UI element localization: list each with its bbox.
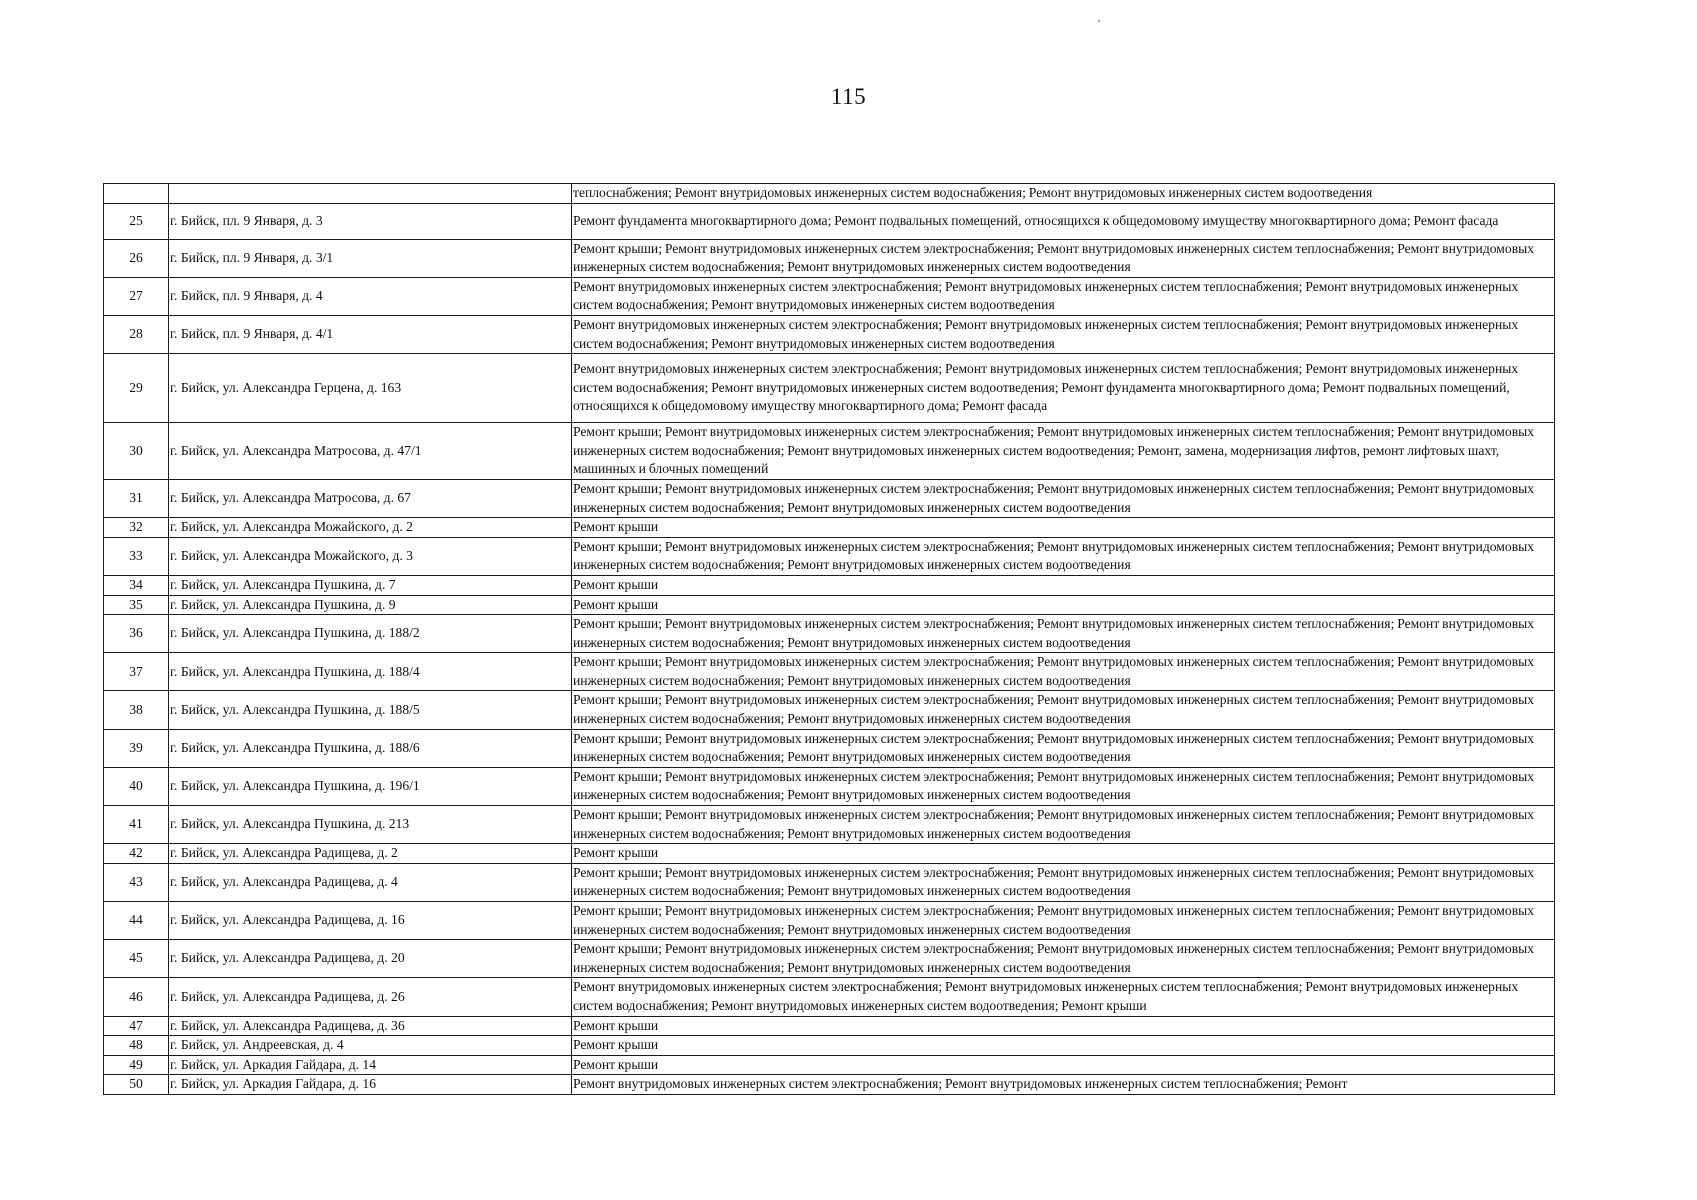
- row-number-cell: 29: [104, 354, 169, 423]
- table-row: [104, 844, 1555, 864]
- repair-works-cell: Ремонт крыши; Ремонт внутридомовых инженерных систем электроснабжения; Ремонт внутридомовых инженерных систем теплоснабжения; Ремонт внутридомовых инженерных систем водоснабжения; Ремонт внутридомовых инженерных систем водоотведения: [572, 653, 1555, 691]
- table-row: [104, 423, 1555, 480]
- address-cell: г. Бийск, ул. Александра Радищева, д. 2: [169, 844, 572, 864]
- row-number-cell: 42: [104, 844, 169, 864]
- table-row: [104, 653, 1555, 691]
- address-cell: г. Бийск, пл. 9 Января, д. 4: [169, 277, 572, 315]
- row-number-cell: 32: [104, 518, 169, 538]
- row-number-cell: 43: [104, 863, 169, 901]
- table-row: [104, 1016, 1555, 1036]
- row-number-cell: 50: [104, 1075, 169, 1095]
- address-cell: г. Бийск, ул. Александра Матросова, д. 67: [169, 479, 572, 517]
- repair-works-cell: Ремонт крыши; Ремонт внутридомовых инженерных систем электроснабжения; Ремонт внутридомовых инженерных систем теплоснабжения; Ремонт внутридомовых инженерных систем водоснабжения; Ремонт внутридомовых инженерных систем водоотведения: [572, 729, 1555, 767]
- row-number-cell: 38: [104, 691, 169, 729]
- row-number-cell: 45: [104, 940, 169, 978]
- repair-works-cell: Ремонт внутридомовых инженерных систем электроснабжения; Ремонт внутридомовых инженерных систем теплоснабжения; Ремонт внутридомовых инженерных систем водоснабжения; Ремонт внутридомовых инженерных систем водоотведения: [572, 277, 1555, 315]
- row-number-cell: 36: [104, 615, 169, 653]
- address-cell: г. Бийск, ул. Александра Радищева, д. 26: [169, 978, 572, 1016]
- repair-works-cell: теплоснабжения; Ремонт внутридомовых инженерных систем водоснабжения; Ремонт внутридомовых инженерных систем водоотведения: [572, 184, 1555, 204]
- repair-works-cell: Ремонт крыши; Ремонт внутридомовых инженерных систем электроснабжения; Ремонт внутридомовых инженерных систем теплоснабжения; Ремонт внутридомовых инженерных систем водоснабжения; Ремонт внутридомовых инженерных систем водоотведения; Ремонт, замена, модернизация лифтов, ремонт лифтовых шахт, машинных и блочных помещений: [572, 423, 1555, 480]
- repair-works-cell: Ремонт крыши: [572, 518, 1555, 538]
- table-row: [104, 277, 1555, 315]
- repair-works-cell: Ремонт крыши: [572, 844, 1555, 864]
- table-row: [104, 1075, 1555, 1095]
- row-number-cell: 46: [104, 978, 169, 1016]
- table-row: [104, 615, 1555, 653]
- address-cell: г. Бийск, пл. 9 Января, д. 3/1: [169, 239, 572, 277]
- table-row: [104, 184, 1555, 204]
- address-cell: г. Бийск, ул. Александра Герцена, д. 163: [169, 354, 572, 423]
- table-row: [104, 354, 1555, 423]
- repair-works-cell: Ремонт крыши: [572, 1055, 1555, 1075]
- row-number-cell: 25: [104, 203, 169, 239]
- table-row: [104, 691, 1555, 729]
- repair-works-cell: Ремонт крыши; Ремонт внутридомовых инженерных систем электроснабжения; Ремонт внутридомовых инженерных систем теплоснабжения; Ремонт внутридомовых инженерных систем водоснабжения; Ремонт внутридомовых инженерных систем водоотведения: [572, 806, 1555, 844]
- repair-works-cell: Ремонт внутридомовых инженерных систем электроснабжения; Ремонт внутридомовых инженерных систем теплоснабжения; Ремонт внутридомовых инженерных систем водоснабжения; Ремонт внутридомовых инженерных систем водоотведения; Ремонт крыши: [572, 978, 1555, 1016]
- row-number-cell: 27: [104, 277, 169, 315]
- repair-works-cell: Ремонт внутридомовых инженерных систем электроснабжения; Ремонт внутридомовых инженерных систем теплоснабжения; Ремонт внутридомовых инженерных систем водоснабжения; Ремонт внутридомовых инженерных систем водоотведения: [572, 315, 1555, 353]
- address-cell: г. Бийск, ул. Аркадия Гайдара, д. 16: [169, 1075, 572, 1095]
- address-cell: г. Бийск, ул. Александра Радищева, д. 20: [169, 940, 572, 978]
- repair-works-cell: Ремонт крыши; Ремонт внутридомовых инженерных систем электроснабжения; Ремонт внутридомовых инженерных систем теплоснабжения; Ремонт внутридомовых инженерных систем водоснабжения; Ремонт внутридомовых инженерных систем водоотведения: [572, 902, 1555, 940]
- address-cell: г. Бийск, ул. Александра Пушкина, д. 188/4: [169, 653, 572, 691]
- repair-works-cell: Ремонт внутридомовых инженерных систем электроснабжения; Ремонт внутридомовых инженерных систем теплоснабжения; Ремонт внутридомовых инженерных систем водоснабжения; Ремонт внутридомовых инженерных систем водоотведения; Ремонт фундамента многоквартирного дома; Ремонт подвальных помещений, относящихся к общедомовому имуществу многоквартирного дома; Ремонт фасада: [572, 354, 1555, 423]
- table-row: [104, 575, 1555, 595]
- address-cell: г. Бийск, ул. Александра Радищева, д. 16: [169, 902, 572, 940]
- address-cell: г. Бийск, ул. Александра Можайского, д. 2: [169, 518, 572, 538]
- table-row: [104, 902, 1555, 940]
- address-cell: г. Бийск, ул. Андреевская, д. 4: [169, 1036, 572, 1056]
- address-cell: г. Бийск, ул. Александра Радищева, д. 36: [169, 1016, 572, 1036]
- scan-speck: [1098, 20, 1100, 22]
- table-row: [104, 940, 1555, 978]
- address-cell: г. Бийск, ул. Александра Пушкина, д. 188/6: [169, 729, 572, 767]
- repair-works-cell: Ремонт крыши; Ремонт внутридомовых инженерных систем электроснабжения; Ремонт внутридомовых инженерных систем теплоснабжения; Ремонт внутридомовых инженерных систем водоснабжения; Ремонт внутридомовых инженерных систем водоотведения: [572, 479, 1555, 517]
- address-cell: г. Бийск, ул. Александра Пушкина, д. 188/2: [169, 615, 572, 653]
- row-number-cell: 44: [104, 902, 169, 940]
- table-row: [104, 315, 1555, 353]
- address-cell: г. Бийск, ул. Александра Пушкина, д. 196/1: [169, 767, 572, 805]
- table-row: [104, 729, 1555, 767]
- row-number-cell: [104, 184, 169, 204]
- table-row: [104, 863, 1555, 901]
- table-row: [104, 978, 1555, 1016]
- address-cell: г. Бийск, ул. Александра Матросова, д. 47/1: [169, 423, 572, 480]
- table-row: [104, 537, 1555, 575]
- row-number-cell: 31: [104, 479, 169, 517]
- table-row: [104, 767, 1555, 805]
- address-cell: г. Бийск, ул. Александра Пушкина, д. 188/5: [169, 691, 572, 729]
- address-cell: [169, 184, 572, 204]
- address-cell: г. Бийск, ул. Александра Пушкина, д. 213: [169, 806, 572, 844]
- row-number-cell: 48: [104, 1036, 169, 1056]
- table-row: [104, 1036, 1555, 1056]
- row-number-cell: 47: [104, 1016, 169, 1036]
- table-row: [104, 1055, 1555, 1075]
- repair-works-cell: Ремонт крыши; Ремонт внутридомовых инженерных систем электроснабжения; Ремонт внутридомовых инженерных систем теплоснабжения; Ремонт внутридомовых инженерных систем водоснабжения; Ремонт внутридомовых инженерных систем водоотведения: [572, 691, 1555, 729]
- table-row: [104, 518, 1555, 538]
- row-number-cell: 26: [104, 239, 169, 277]
- row-number-cell: 40: [104, 767, 169, 805]
- repair-works-cell: Ремонт крыши; Ремонт внутридомовых инженерных систем электроснабжения; Ремонт внутридомовых инженерных систем теплоснабжения; Ремонт внутридомовых инженерных систем водоснабжения; Ремонт внутридомовых инженерных систем водоотведения: [572, 615, 1555, 653]
- row-number-cell: 28: [104, 315, 169, 353]
- row-number-cell: 35: [104, 595, 169, 615]
- repair-works-cell: Ремонт внутридомовых инженерных систем электроснабжения; Ремонт внутридомовых инженерных систем теплоснабжения; Ремонт: [572, 1075, 1555, 1095]
- address-cell: г. Бийск, ул. Александра Пушкина, д. 7: [169, 575, 572, 595]
- page-number: 115: [830, 84, 867, 109]
- table-body: [104, 184, 1555, 1095]
- repair-works-cell: Ремонт крыши: [572, 1036, 1555, 1056]
- repair-works-cell: Ремонт крыши; Ремонт внутридомовых инженерных систем электроснабжения; Ремонт внутридомовых инженерных систем теплоснабжения; Ремонт внутридомовых инженерных систем водоснабжения; Ремонт внутридомовых инженерных систем водоотведения: [572, 239, 1555, 277]
- address-cell: г. Бийск, ул. Александра Пушкина, д. 9: [169, 595, 572, 615]
- repair-works-cell: Ремонт крыши: [572, 1016, 1555, 1036]
- table-row: [104, 479, 1555, 517]
- repair-works-cell: Ремонт крыши: [572, 595, 1555, 615]
- repair-works-cell: Ремонт фундамента многоквартирного дома; Ремонт подвальных помещений, относящихся к общедомовому имуществу многоквартирного дома; Ремонт фасада: [572, 203, 1555, 239]
- row-number-cell: 33: [104, 537, 169, 575]
- row-number-cell: 34: [104, 575, 169, 595]
- repair-works-table: [103, 183, 1555, 1095]
- address-cell: г. Бийск, пл. 9 Января, д. 3: [169, 203, 572, 239]
- table-row: [104, 806, 1555, 844]
- repair-works-cell: Ремонт крыши; Ремонт внутридомовых инженерных систем электроснабжения; Ремонт внутридомовых инженерных систем теплоснабжения; Ремонт внутридомовых инженерных систем водоснабжения; Ремонт внутридомовых инженерных систем водоотведения: [572, 940, 1555, 978]
- row-number-cell: 39: [104, 729, 169, 767]
- repair-works-cell: Ремонт крыши; Ремонт внутридомовых инженерных систем электроснабжения; Ремонт внутридомовых инженерных систем теплоснабжения; Ремонт внутридомовых инженерных систем водоснабжения; Ремонт внутридомовых инженерных систем водоотведения: [572, 767, 1555, 805]
- repair-works-cell: Ремонт крыши: [572, 575, 1555, 595]
- address-cell: г. Бийск, пл. 9 Января, д. 4/1: [169, 315, 572, 353]
- address-cell: г. Бийск, ул. Александра Можайского, д. 3: [169, 537, 572, 575]
- address-cell: г. Бийск, ул. Александра Радищева, д. 4: [169, 863, 572, 901]
- table-row: [104, 203, 1555, 239]
- repair-works-cell: Ремонт крыши; Ремонт внутридомовых инженерных систем электроснабжения; Ремонт внутридомовых инженерных систем теплоснабжения; Ремонт внутридомовых инженерных систем водоснабжения; Ремонт внутридомовых инженерных систем водоотведения: [572, 537, 1555, 575]
- table-row: [104, 239, 1555, 277]
- table-row: [104, 595, 1555, 615]
- row-number-cell: 49: [104, 1055, 169, 1075]
- row-number-cell: 37: [104, 653, 169, 691]
- address-cell: г. Бийск, ул. Аркадия Гайдара, д. 14: [169, 1055, 572, 1075]
- row-number-cell: 30: [104, 423, 169, 480]
- repair-works-cell: Ремонт крыши; Ремонт внутридомовых инженерных систем электроснабжения; Ремонт внутридомовых инженерных систем теплоснабжения; Ремонт внутридомовых инженерных систем водоснабжения; Ремонт внутридомовых инженерных систем водоотведения: [572, 863, 1555, 901]
- row-number-cell: 41: [104, 806, 169, 844]
